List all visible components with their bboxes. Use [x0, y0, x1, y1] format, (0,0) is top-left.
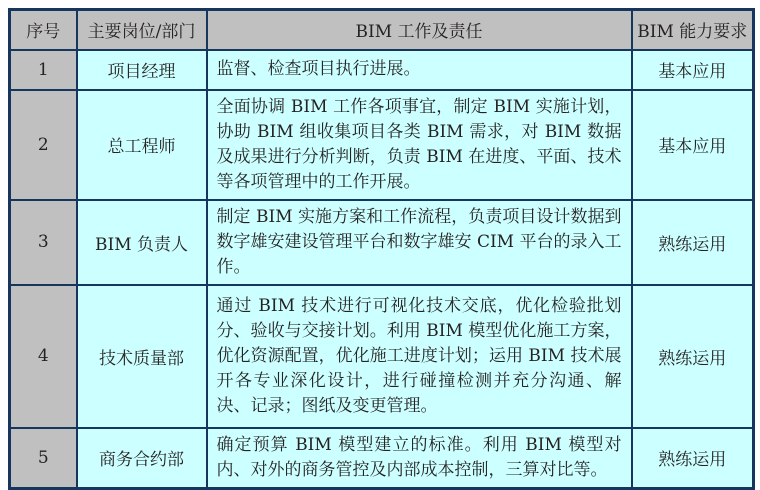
- table-row: [10, 90, 754, 200]
- header-cell-position: 主要岗位/部门: [77, 10, 207, 50]
- header-cell-capability: BIM 能力要求: [632, 10, 754, 50]
- header-cell-index: 序号: [10, 10, 77, 50]
- row-position-cell: 商务合约部: [77, 428, 207, 489]
- row-duty-cell: 制定 BIM 实施方案和工作流程，负责项目设计数据到数字雄安建设管理平台和数字雄安 CIM 平台的录入工作。: [207, 200, 632, 285]
- row-duty-cell: 全面协调 BIM 工作各项事宜，制定 BIM 实施计划，协助 BIM 组收集项目各类 BIM 需求，对 BIM 数据及成果进行分析判断，负责 BIM 在进度、平面、技术等各项管理中的工作开展。: [207, 90, 632, 200]
- row-position-cell: 总工程师: [77, 90, 207, 200]
- row-index-cell: 5: [10, 428, 77, 489]
- row-index-cell: 2: [10, 90, 77, 200]
- row-index-cell: 3: [10, 200, 77, 285]
- table-row: [10, 200, 754, 285]
- row-capability-cell: 熟练运用: [632, 200, 754, 285]
- table-header-row: [10, 10, 754, 50]
- table-row: [10, 50, 754, 90]
- table-row: [10, 428, 754, 489]
- row-capability-cell: 基本应用: [632, 90, 754, 200]
- header-cell-duty: BIM 工作及责任: [207, 10, 632, 50]
- row-duty-cell: 通过 BIM 技术进行可视化技术交底，优化检验批划分、验收与交接计划。利用 BIM 模型优化施工方案，优化资源配置，优化施工进度计划；运用 BIM 技术展开各专业深化设计，进行碰撞检测并充分沟通、解决、记录；图纸及变更管理。: [207, 285, 632, 428]
- row-duty-cell: 监督、检查项目执行进展。: [207, 50, 632, 90]
- table-row: [10, 285, 754, 428]
- row-index-cell: 1: [10, 50, 77, 90]
- row-position-cell: BIM 负责人: [77, 200, 207, 285]
- row-position-cell: 技术质量部: [77, 285, 207, 428]
- row-index-cell: 4: [10, 285, 77, 428]
- row-duty-cell: 确定预算 BIM 模型建立的标准。利用 BIM 模型对内、对外的商务管控及内部成本控制，三算对比等。: [207, 428, 632, 489]
- bim-responsibility-table: [8, 8, 755, 490]
- row-position-cell: 项目经理: [77, 50, 207, 90]
- row-capability-cell: 熟练运用: [632, 428, 754, 489]
- row-capability-cell: 基本应用: [632, 50, 754, 90]
- row-capability-cell: 熟练运用: [632, 285, 754, 428]
